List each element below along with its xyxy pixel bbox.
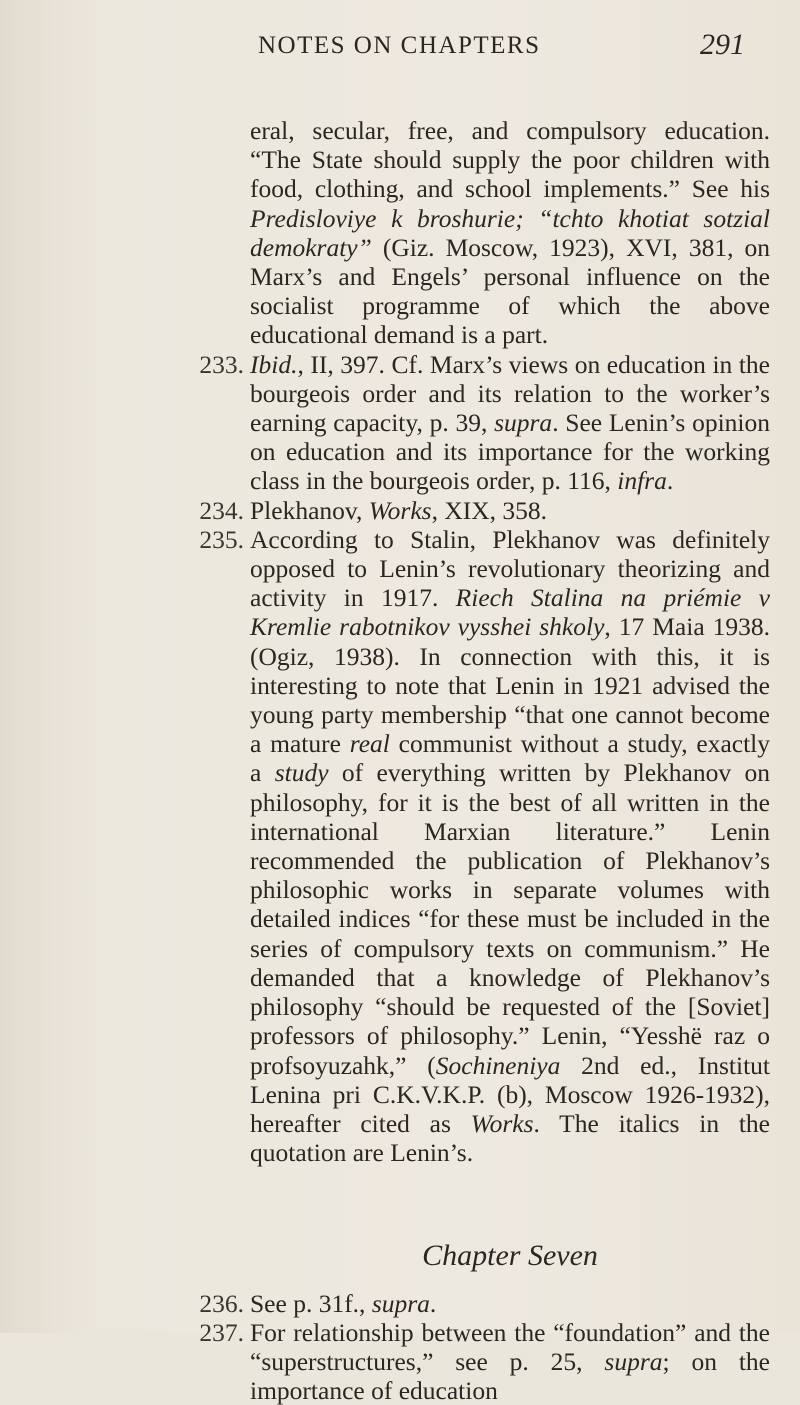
- note-number: 236.: [199, 1288, 244, 1318]
- note-number: 234.: [199, 495, 244, 525]
- continued-note: eral, secular, free, and compulsory education. “The State should supply the poor children with food, clothing, and school implements.” See his Predisloviye k broshurie; “tchto khotiat sotzial demokraty” (Giz. Moscow, 1923), XVI, 381, on Marx’s and Engels’ personal influence on the socialist programme of which the above educational demand is a part.: [250, 116, 770, 350]
- note-236: 236. See p. 31f., supra.: [250, 1289, 770, 1318]
- note-237: 237. For relationship between the “foundation” and the “superstructures,” see p. 25, supra; on the importance of education: [250, 1318, 770, 1405]
- note-234: 234. Plekhanov, Works, XIX, 358.: [250, 496, 770, 525]
- note-235: 235. According to Stalin, Plekhanov was definitely opposed to Lenin’s revolutionary theorizing and activity in 1917. Riech Stalina na priémie v Kremlie rabotnikov vysshei shkoly, 17 Maia 1938. (Ogiz, 1938). In connection with this, it is interesting to note that Lenin in 1921 advised the young party membership “that one cannot become a mature real communist without a study, exactly a study of everything written by Plekhanov on philosophy, for it is the best of all written in the international Marxian literature.” Lenin recommended the publication of Plekhanov’s philosophic works in separate volumes with detailed indices “for these must be included in the series of compulsory texts on communism.” He demanded that a knowledge of Plekhanov’s philosophy “should be requested of the [Soviet] professors of philosophy.” Lenin, “Yesshë raz o profsoyuzahk,” (Sochineniya 2nd ed., Institut Lenina pri C.K.V.K.P. (b), Moscow 1926-1932), hereafter cited as Works. The italics in the quotation are Lenin’s.: [250, 525, 770, 1167]
- page-number: 291: [700, 28, 745, 61]
- running-head: NOTES ON CHAPTERS: [258, 32, 541, 59]
- note-number: 233.: [199, 349, 244, 379]
- notes-body: [199, 116, 771, 1405]
- note-number: 235.: [199, 524, 244, 554]
- note-number: 237.: [199, 1317, 244, 1347]
- chapter-heading: Chapter Seven: [422, 1239, 598, 1273]
- note-233: 233. Ibid., II, 397. Cf. Marx’s views on education in the bourgeois order and its relation to the worker’s earning capacity, p. 39, supra. See Lenin’s opinion on education and its importance for the working class in the bourgeois order, p. 116, infra.: [250, 350, 770, 496]
- page-header: [0, 26, 800, 72]
